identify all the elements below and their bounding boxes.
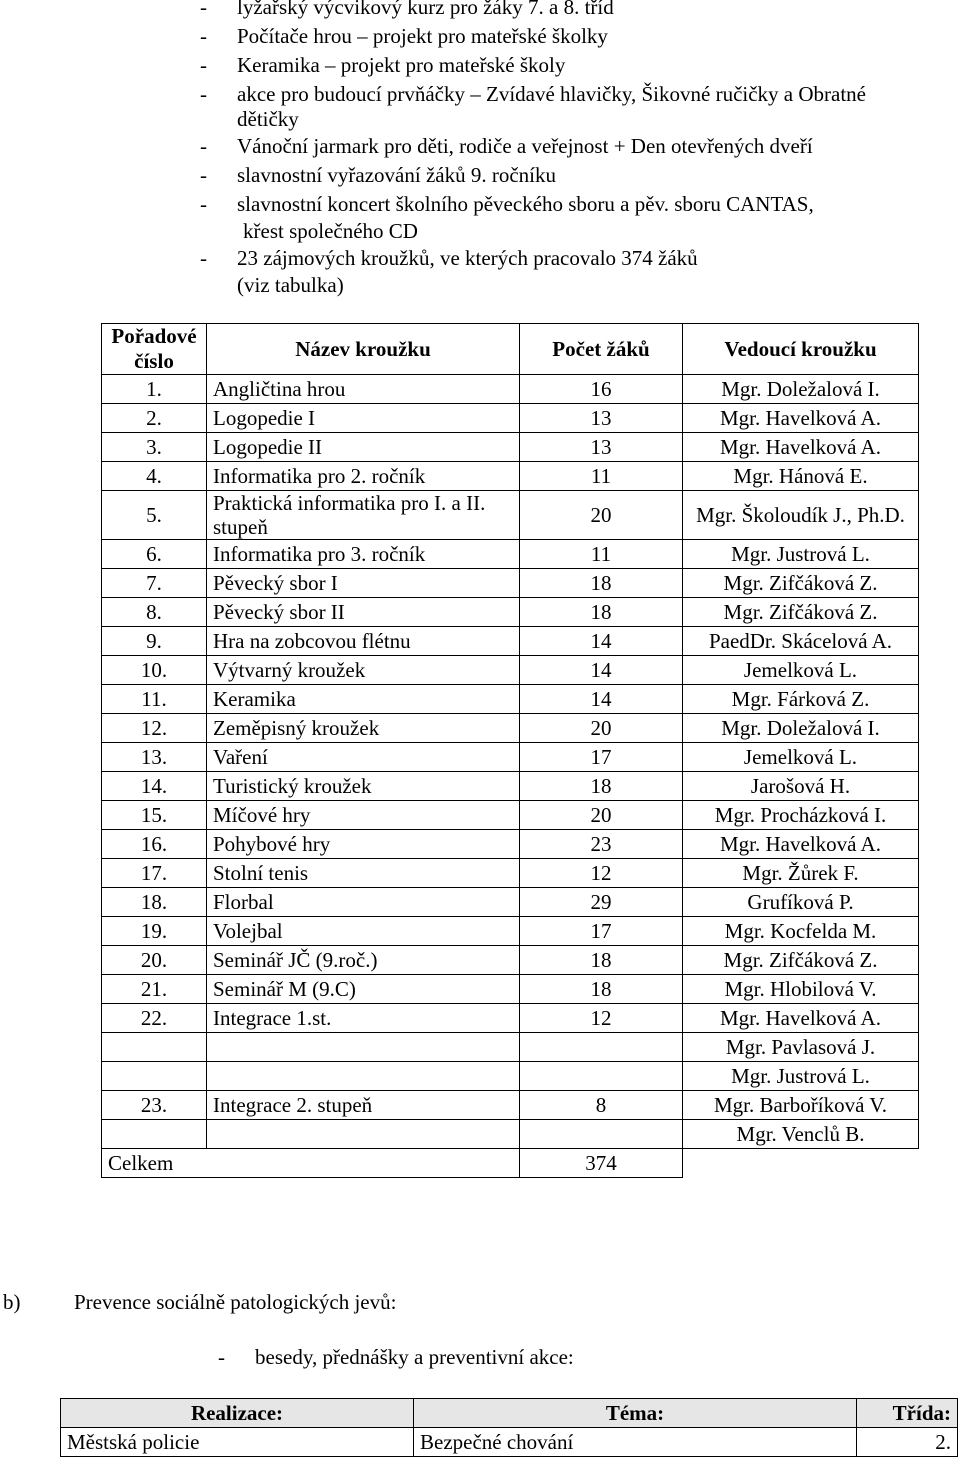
club-name-cell: Florbal [207, 888, 520, 917]
table-row [102, 491, 919, 540]
student-count-cell: 17 [520, 743, 683, 772]
club-name-cell: Keramika [207, 685, 520, 714]
order-cell: 14. [102, 772, 207, 801]
table-row [102, 375, 919, 404]
club-name-cell: Seminář M (9.C) [207, 975, 520, 1004]
club-name-cell: Logopedie I [207, 404, 520, 433]
student-count-cell: 13 [520, 404, 683, 433]
table-row [102, 946, 919, 975]
order-cell: 2. [102, 404, 207, 433]
student-count-cell: 13 [520, 433, 683, 462]
student-count-cell: 8 [520, 1091, 683, 1120]
order-cell: 12. [102, 714, 207, 743]
leader-cell: Mgr. Doležalová I. [683, 714, 919, 743]
club-name-cell [207, 1120, 520, 1149]
club-name-cell: Praktická informatika pro I. a II. stupeň [207, 491, 520, 540]
student-count-cell [520, 1062, 683, 1091]
student-count-cell: 18 [520, 772, 683, 801]
order-cell: 11. [102, 685, 207, 714]
section-b-sub-text: besedy, přednášky a preventivní akce: [255, 1345, 574, 1369]
order-cell: 4. [102, 462, 207, 491]
table-row [102, 801, 919, 830]
student-count-cell: 14 [520, 685, 683, 714]
order-cell: 20. [102, 946, 207, 975]
clubs-table [101, 323, 919, 1178]
leader-cell: Mgr. Havelková A. [683, 1004, 919, 1033]
table-row [102, 1033, 919, 1062]
club-name-cell: Logopedie II [207, 433, 520, 462]
club-name-cell: Angličtina hrou [207, 375, 520, 404]
leader-cell: Mgr. Žůrek F. [683, 859, 919, 888]
section-b-marker: b) [3, 1290, 21, 1314]
order-cell: 5. [102, 491, 207, 540]
bullet-dash: - [218, 1345, 225, 1369]
student-count-cell: 17 [520, 917, 683, 946]
student-count-cell: 11 [520, 540, 683, 569]
clubs-body [102, 375, 919, 1178]
bullet-dash: - [200, 246, 207, 270]
leader-cell: Mgr. Doležalová I. [683, 375, 919, 404]
order-cell [102, 1062, 207, 1091]
order-cell: 6. [102, 540, 207, 569]
table-row [102, 1091, 919, 1120]
leader-cell: Grufíková P. [683, 888, 919, 917]
leader-cell: Mgr. Zifčáková Z. [683, 598, 919, 627]
activity-text: (viz tabulka) [237, 273, 344, 297]
prevention-header-row [61, 1399, 958, 1428]
leader-cell: Jemelková L. [683, 743, 919, 772]
order-cell: 15. [102, 801, 207, 830]
activity-text: 23 zájmových kroužků, ve kterých pracovalo 374 žáků [237, 246, 698, 270]
club-name-cell: Seminář JČ (9.roč.) [207, 946, 520, 975]
order-cell: 16. [102, 830, 207, 859]
order-cell [102, 1120, 207, 1149]
student-count-cell: 14 [520, 656, 683, 685]
order-cell: 7. [102, 569, 207, 598]
activity-item [237, 272, 344, 298]
student-count-cell: 18 [520, 598, 683, 627]
activity-text: slavnostní vyřazování žáků 9. ročníku [237, 163, 556, 187]
table-row [102, 685, 919, 714]
col-club-name: Název kroužku [207, 324, 520, 375]
leader-cell: Mgr. Kocfelda M. [683, 917, 919, 946]
leader-cell: Mgr. Pavlasová J. [683, 1033, 919, 1062]
prevention-table [60, 1398, 958, 1457]
student-count-cell: 20 [520, 491, 683, 540]
club-name-cell: Pěvecký sbor II [207, 598, 520, 627]
club-name-cell: Informatika pro 3. ročník [207, 540, 520, 569]
club-name-cell: Zeměpisný kroužek [207, 714, 520, 743]
leader-cell: Mgr. Barboříková V. [683, 1091, 919, 1120]
bullet-dash: - [200, 163, 207, 187]
section-b-sub [218, 1344, 574, 1370]
table-row [102, 462, 919, 491]
class-cell: 2. [857, 1428, 958, 1457]
activity-item [200, 52, 565, 78]
table-row [61, 1428, 958, 1457]
table-row [102, 859, 919, 888]
activity-item [200, 245, 698, 271]
bullet-dash: - [200, 134, 207, 158]
student-count-cell: 16 [520, 375, 683, 404]
table-row [102, 540, 919, 569]
col-leader: Vedoucí kroužku [683, 324, 919, 375]
student-count-cell: 12 [520, 1004, 683, 1033]
activity-item [200, 0, 614, 20]
table-row [102, 743, 919, 772]
table-row [102, 917, 919, 946]
leader-cell: Mgr. Školoudík J., Ph.D. [683, 491, 919, 540]
order-cell: 22. [102, 1004, 207, 1033]
total-row [102, 1149, 919, 1178]
col-order: Pořadové číslo [102, 324, 207, 375]
leader-cell: Jarošová H. [683, 772, 919, 801]
leader-cell: Mgr. Zifčáková Z. [683, 569, 919, 598]
col-topic: Téma: [414, 1399, 857, 1428]
total-empty [683, 1149, 919, 1178]
order-cell: 13. [102, 743, 207, 772]
club-name-cell: Pěvecký sbor I [207, 569, 520, 598]
leader-cell: Mgr. Hlobilová V. [683, 975, 919, 1004]
col-student-count: Počet žáků [520, 324, 683, 375]
order-cell: 23. [102, 1091, 207, 1120]
order-cell: 3. [102, 433, 207, 462]
club-name-cell: Pohybové hry [207, 830, 520, 859]
activity-text: dětičky [237, 107, 299, 131]
col-realization: Realizace: [61, 1399, 414, 1428]
activity-text: akce pro budoucí prvňáčky – Zvídavé hlavičky, Šikovné ručičky a Obratné [237, 82, 867, 106]
student-count-cell: 20 [520, 714, 683, 743]
student-count-cell: 12 [520, 859, 683, 888]
club-name-cell [207, 1033, 520, 1062]
club-name-cell: Vaření [207, 743, 520, 772]
order-cell: 18. [102, 888, 207, 917]
activity-text: Keramika – projekt pro mateřské školy [237, 53, 566, 77]
table-row [102, 569, 919, 598]
activity-item [200, 23, 608, 49]
activity-text: slavnostní koncert školního pěveckého sboru a pěv. sboru CANTAS, [237, 192, 814, 216]
topic-cell: Bezpečné chování [414, 1428, 857, 1457]
activity-item [200, 133, 813, 159]
leader-cell: Mgr. Havelková A. [683, 404, 919, 433]
leader-cell: Mgr. Venclů B. [683, 1120, 919, 1149]
activity-text: Vánoční jarmark pro děti, rodiče a veřejnost + Den otevřených dveří [237, 134, 813, 158]
order-cell [102, 1033, 207, 1062]
club-name-cell: Míčové hry [207, 801, 520, 830]
order-cell: 17. [102, 859, 207, 888]
student-count-cell: 20 [520, 801, 683, 830]
activity-text: lyžařský výcvikový kurz pro žáky 7. a 8. tříd [237, 0, 614, 19]
leader-cell: Mgr. Zifčáková Z. [683, 946, 919, 975]
student-count-cell: 14 [520, 627, 683, 656]
leader-cell: Mgr. Havelková A. [683, 830, 919, 859]
student-count-cell [520, 1033, 683, 1062]
prevention-body [61, 1428, 958, 1457]
table-row [102, 598, 919, 627]
table-row [102, 1004, 919, 1033]
col-class: Třída: [857, 1399, 958, 1428]
bullet-dash: - [200, 53, 207, 77]
total-label: Celkem [102, 1149, 520, 1178]
table-row [102, 714, 919, 743]
activity-item [200, 162, 556, 188]
activity-text: Počítače hrou – projekt pro mateřské školky [237, 24, 608, 48]
activity-item [200, 81, 866, 107]
student-count-cell: 23 [520, 830, 683, 859]
club-name-cell: Integrace 2. stupeň [207, 1091, 520, 1120]
table-row [102, 975, 919, 1004]
leader-cell: Mgr. Justrová L. [683, 540, 919, 569]
leader-cell: Mgr. Havelková A. [683, 433, 919, 462]
clubs-header-row [102, 324, 919, 375]
activity-text: křest společného CD [243, 219, 418, 243]
club-name-cell: Volejbal [207, 917, 520, 946]
leader-cell: Mgr. Justrová L. [683, 1062, 919, 1091]
student-count-cell [520, 1120, 683, 1149]
club-name-cell: Integrace 1.st. [207, 1004, 520, 1033]
table-row [102, 433, 919, 462]
club-name-cell: Informatika pro 2. ročník [207, 462, 520, 491]
order-cell: 9. [102, 627, 207, 656]
leader-cell: Mgr. Hánová E. [683, 462, 919, 491]
club-name-cell: Hra na zobcovou flétnu [207, 627, 520, 656]
order-cell: 10. [102, 656, 207, 685]
section-b-title: Prevence sociálně patologických jevů: [74, 1290, 397, 1314]
order-cell: 21. [102, 975, 207, 1004]
table-row [102, 888, 919, 917]
order-cell: 19. [102, 917, 207, 946]
leader-cell: PaedDr. Skácelová A. [683, 627, 919, 656]
bullet-dash: - [200, 192, 207, 216]
bullet-dash: - [200, 24, 207, 48]
order-cell: 1. [102, 375, 207, 404]
bullet-dash: - [200, 82, 207, 106]
table-row [102, 830, 919, 859]
leader-cell: Mgr. Fárková Z. [683, 685, 919, 714]
table-row [102, 772, 919, 801]
leader-cell: Mgr. Procházková I. [683, 801, 919, 830]
table-row [102, 1120, 919, 1149]
total-value: 374 [520, 1149, 683, 1178]
club-name-cell: Turistický kroužek [207, 772, 520, 801]
table-row [102, 627, 919, 656]
order-cell: 8. [102, 598, 207, 627]
student-count-cell: 18 [520, 569, 683, 598]
club-name-cell: Stolní tenis [207, 859, 520, 888]
club-name-cell: Výtvarný kroužek [207, 656, 520, 685]
student-count-cell: 18 [520, 975, 683, 1004]
table-row [102, 656, 919, 685]
table-row [102, 404, 919, 433]
leader-cell: Jemelková L. [683, 656, 919, 685]
club-name-cell [207, 1062, 520, 1091]
bullet-dash: - [200, 0, 207, 19]
student-count-cell: 29 [520, 888, 683, 917]
activity-item [237, 106, 299, 132]
activity-item [243, 218, 418, 244]
realization-cell: Městská policie [61, 1428, 414, 1457]
student-count-cell: 18 [520, 946, 683, 975]
table-row [102, 1062, 919, 1091]
student-count-cell: 11 [520, 462, 683, 491]
activity-item [200, 191, 814, 217]
